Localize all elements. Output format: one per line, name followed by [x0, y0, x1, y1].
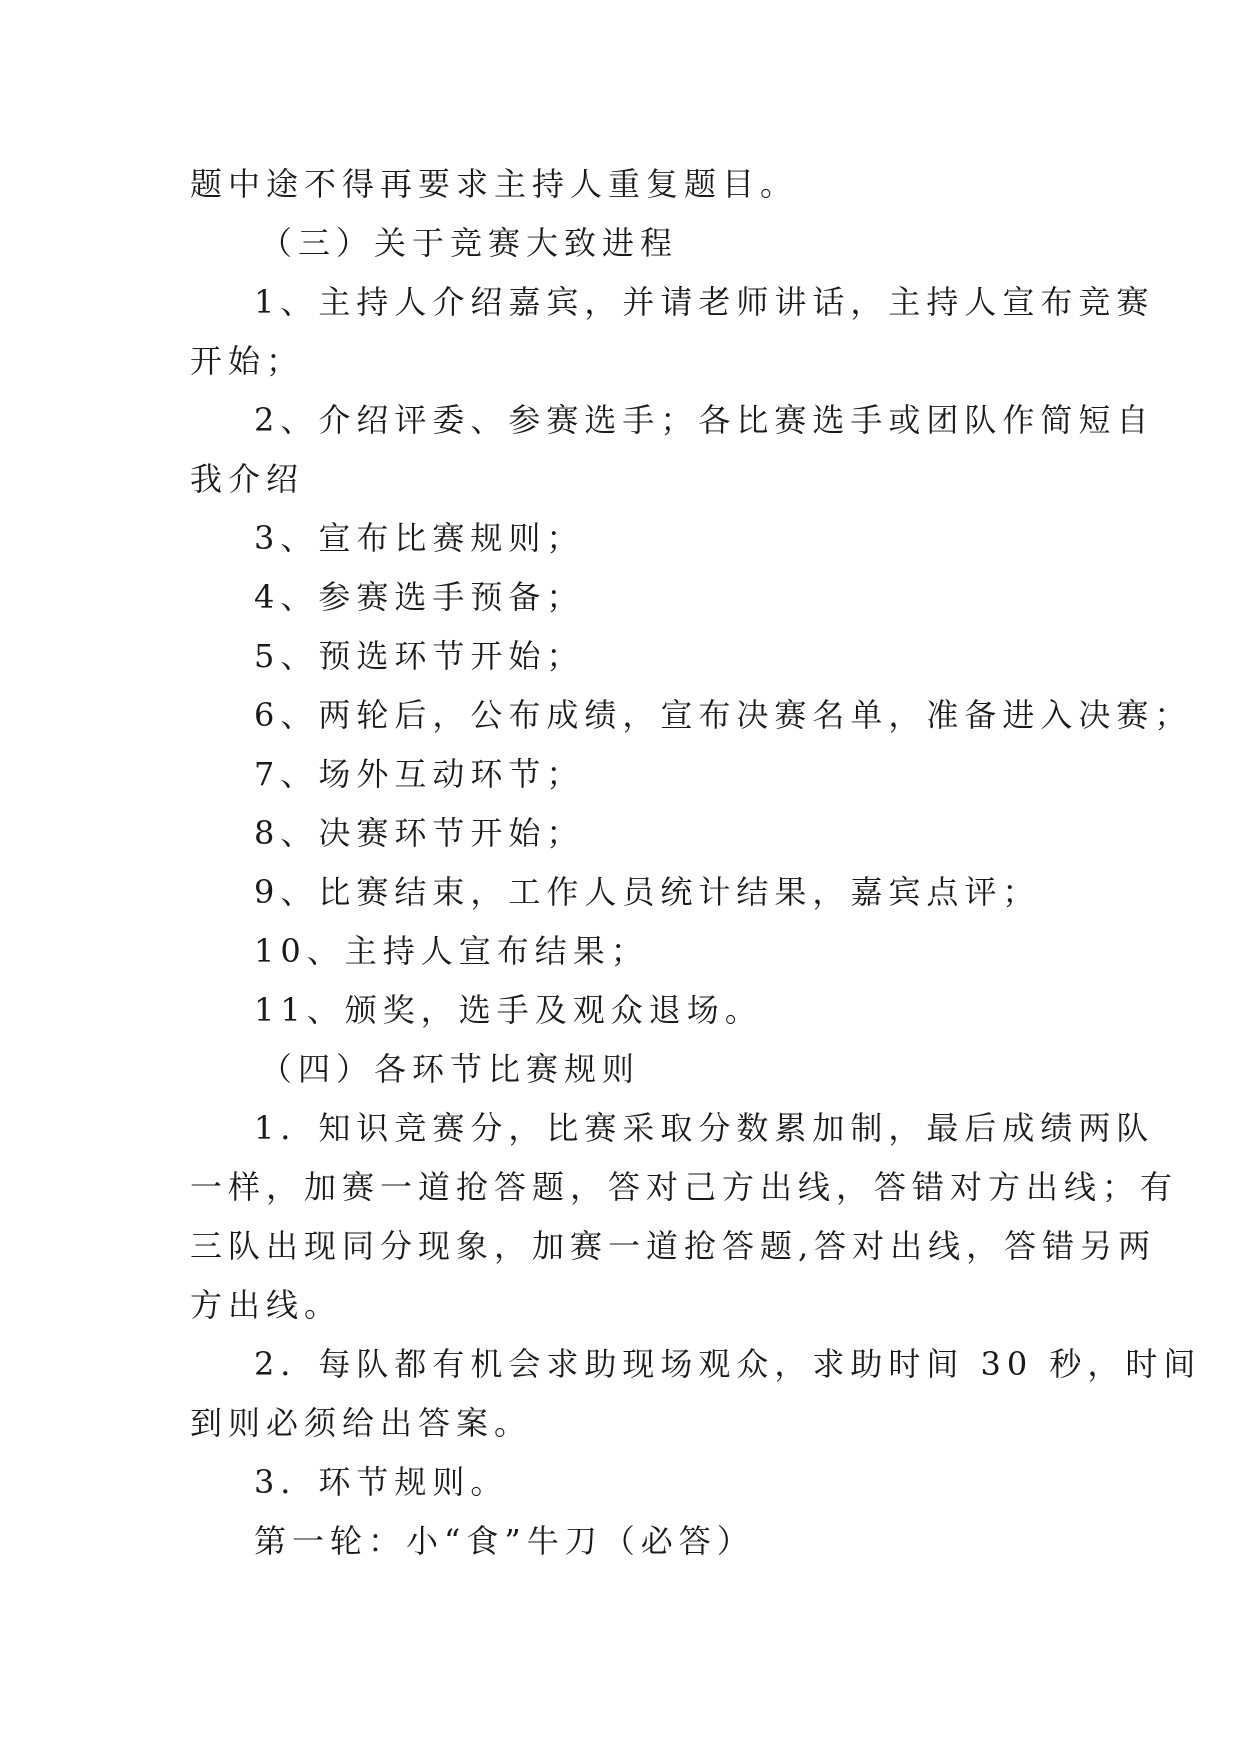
- list-item: 7、场外互动环节；: [254, 755, 585, 793]
- rule-item: 3．环节规则。: [254, 1463, 509, 1501]
- list-item: 11、颁奖，选手及观众退场。: [254, 991, 763, 1029]
- text-line: 一样，加赛一道抢答题，答对己方出线，答错对方出线；有: [190, 1168, 1179, 1206]
- text-line: 三队出现同分现象，加赛一道抢答题,答对出线，答错另两: [190, 1227, 1157, 1265]
- text-line: 开始；: [190, 342, 305, 380]
- round-heading: 第一轮：小“食”牛刀（必答）: [254, 1522, 755, 1560]
- list-item: 5、预选环节开始；: [254, 637, 585, 675]
- document-page: [190, 155, 1202, 1571]
- text-line: 我介绍: [190, 460, 305, 498]
- list-item: 3、宣布比赛规则；: [254, 519, 585, 557]
- text-line: 题中途不得再要求主持人重复题目。: [190, 165, 799, 203]
- section-heading: （四）各环节比赛规则: [260, 1050, 641, 1088]
- list-item: 1、主持人介绍嘉宾，并请老师讲话，主持人宣布竞赛: [254, 283, 1155, 321]
- text-line: 到则必须给出答案。: [190, 1404, 533, 1442]
- section-heading: （三）关于竞赛大致进程: [260, 224, 679, 262]
- rule-item: 1．知识竞赛分，比赛采取分数累加制，最后成绩两队: [254, 1109, 1155, 1147]
- list-item: 4、参赛选手预备；: [254, 578, 585, 616]
- text-line: 方出线。: [190, 1286, 343, 1324]
- list-item: 6、两轮后，公布成绩，宣布决赛名单，准备进入决赛；: [254, 696, 1193, 734]
- list-item: 8、决赛环节开始；: [254, 814, 585, 852]
- list-item: 2、介绍评委、参赛选手；各比赛选手或团队作简短自: [254, 401, 1155, 439]
- rule-item: 2．每队都有机会求助现场观众，求助时间 30 秒，时间: [254, 1345, 1202, 1383]
- list-item: 10、主持人宣布结果；: [254, 932, 649, 970]
- list-item: 9、比赛结束，工作人员统计结果，嘉宾点评；: [254, 873, 1041, 911]
